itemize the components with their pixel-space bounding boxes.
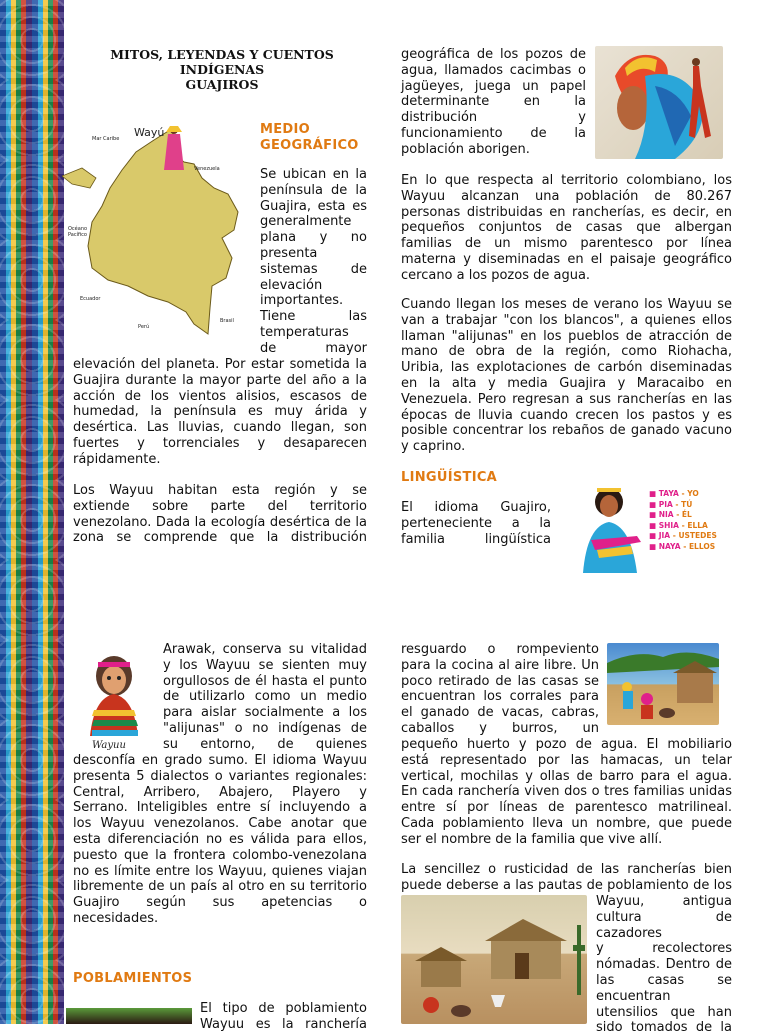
casa-wayuu-painting — [401, 895, 587, 1024]
wayuu-woman-photo — [595, 46, 723, 159]
paragraph-poblamiento — [200, 1001, 367, 1033]
heading-medio-line1: MEDIO — [260, 122, 310, 137]
text-line: puede deberse a las pautas de poblamiento de los — [401, 877, 732, 893]
paragraph-sencillez-narrow — [596, 894, 732, 1036]
text-line: El tipo de poblamiento — [200, 1001, 367, 1016]
text-line: Guajira durante la mayor parte del año a la — [73, 372, 367, 388]
vocab-meaning: YO — [687, 489, 699, 498]
text-line: las casas se — [596, 972, 732, 988]
map-label-venezuela: Venezuela — [194, 166, 220, 172]
text-line: nómadas. Dentro de — [596, 957, 732, 973]
vocab-row: ■ PIA - TÚ — [649, 499, 693, 509]
text-line: presenta — [260, 245, 318, 261]
text-line: zona se comprende que la distribución — [73, 530, 367, 546]
vocab-row: ■ JIA - USTEDES — [649, 531, 717, 540]
text-line: En lo que respecta al territorio colombiano, los — [401, 173, 732, 188]
vocab-word: ■ SHIA — [649, 520, 679, 530]
text-line: y recolectores — [596, 941, 732, 957]
text-line: vertical, mochilas y ollas de barro para el agua. — [401, 768, 732, 784]
text-line: posible concentrar los rebaños de ganado vacuno — [401, 423, 732, 439]
heading-medio-line2: GEOGRÁFICO — [260, 138, 359, 153]
text-line: caballos y burros, un — [401, 720, 599, 736]
text-line: Central, Arribero, Abajero, Playero y — [73, 784, 367, 800]
text-line: los Wayuu venezolanos. Cabe anotar que — [73, 816, 367, 832]
page-title — [72, 47, 372, 92]
text-line: y los Wayuu se sienten muy — [163, 657, 367, 673]
vocab-word: ■ JIA — [649, 531, 671, 540]
text-line: La sencillez o rusticidad de las rancherías bien — [401, 862, 732, 877]
text-line: acción de los vientos alisios, escasos de — [73, 388, 367, 404]
paragraph-pozos — [401, 47, 586, 158]
text-line: Tiene las — [260, 309, 367, 325]
text-line: para la cocina al aire libre. Un — [401, 657, 599, 673]
vocab-row: ■ TAYA - YO — [649, 489, 699, 498]
map-label-mar-caribe: Mar Caribe — [92, 136, 120, 142]
text-line: agua, llamados cacimbas o — [401, 62, 586, 78]
doll-label: Wayuu — [92, 740, 126, 751]
text-line: Guajira, esta es — [260, 198, 367, 214]
text-line: Serrano. Inteligibles entre sí incluyendo a — [73, 800, 367, 816]
text-line: sistemas de — [260, 261, 367, 277]
text-line: distribución y — [401, 110, 586, 126]
text-line: pequeño huerto y pozo de agua. El mobiliario — [401, 737, 732, 752]
text-line: entre sí por líneas de parentesco matrilineal. — [401, 800, 732, 816]
section-heading-poblamientos: POBLAMIENTOS — [73, 971, 193, 986]
text-line: de utilizarlo como un medio — [163, 689, 367, 705]
text-line: temperaturas — [260, 324, 349, 340]
text-line: perteneciente a la — [401, 515, 551, 531]
text-line: determinante en la — [401, 94, 586, 110]
text-line: pequeños conjuntos de casas que albergan — [401, 220, 732, 236]
text-line: Venezuela. Pero regresan a sus rancherías en las — [401, 391, 732, 407]
vocab-row: ■ NAYA - ELLOS — [649, 541, 716, 551]
paragraph-idioma — [401, 500, 551, 547]
paragraph-medio-wide — [73, 357, 367, 468]
text-line: necesidades. — [73, 910, 159, 926]
text-line: Uribia, las explotaciones de carbón diseminadas — [401, 360, 732, 376]
text-line: En cada ranchería viven dos o tres familias unidas — [401, 784, 732, 800]
text-line: familias de un mismo parentesco por línea — [401, 236, 732, 252]
vocab-meaning: USTEDES — [678, 531, 717, 540]
text-line: elevación del planeta. Por estar sometida la — [73, 357, 367, 372]
text-line: península de la — [260, 182, 367, 198]
vocab-list — [649, 489, 717, 552]
vocab-word: ■ NIA — [649, 510, 674, 519]
text-line: plana y no — [260, 230, 367, 246]
text-line: extiende sobre parte del territorio — [73, 498, 367, 514]
colombia-map — [62, 118, 250, 340]
text-line: en la alta y media Guajira y Maracaibo en — [401, 375, 732, 391]
title-line-2: GUAJIROS — [185, 77, 259, 92]
text-line: Wayuu alcanzan una población de 80.267 — [401, 188, 732, 204]
vocab-meaning: ELLOS — [688, 541, 716, 551]
text-line: materna y diseminadas en el paisaje geográfico — [401, 251, 732, 267]
text-line: encuentran los corrales para — [401, 689, 599, 705]
map-label-oceano: Océano — [68, 226, 88, 232]
text-line: Cuando llegan los meses de verano los Wayuu se — [401, 297, 732, 312]
text-line: llaman "alijunas" en los pueblos de atracción de — [401, 328, 732, 344]
rancheria-painting — [607, 643, 719, 725]
text-line: elevación — [260, 277, 323, 293]
text-line: resguardo o rompeviento — [401, 642, 599, 657]
text-line: Cada poblamiento lleva un nombre, que puede — [401, 815, 732, 831]
section-heading-medio — [260, 122, 359, 154]
text-line: libremente de un país al otro en su territorio — [73, 879, 367, 895]
map-label-ecuador: Ecuador — [80, 296, 101, 302]
map-label-brasil: Brasil — [220, 318, 234, 324]
text-line: mano de obra de la región, como Riohacha, — [401, 344, 732, 360]
vocab-meaning: ÉL — [681, 510, 692, 519]
text-line: el ganado de vacas, cabras, — [401, 705, 599, 721]
paragraph-medio-narrow — [260, 167, 367, 357]
woven-border — [0, 0, 64, 1024]
text-line: Wayuu es la ranchería — [200, 1016, 367, 1032]
paragraph-verano — [401, 297, 732, 455]
text-line: fuertes y torrenciales y desaparecen — [73, 435, 367, 451]
text-line: familia lingüística — [401, 531, 551, 547]
text-line: de mayor — [260, 340, 367, 356]
text-line: desconfía en grado sumo. El idioma Wayuu — [73, 753, 367, 768]
text-line: puesto que la frontera colombo-venezolana — [73, 847, 367, 863]
wayuu-doll-illustration — [72, 650, 158, 752]
text-line: orgullosos de él hasta el punto — [163, 673, 367, 689]
paragraph-resguardo-wide — [401, 737, 732, 848]
paragraph-sencillez-wide — [401, 862, 732, 894]
map-label-wayu: Wayú — [134, 126, 165, 139]
text-line: geográfica de los pozos de — [401, 47, 586, 62]
text-line: Se ubican en la — [260, 167, 367, 182]
text-line: y caprino. — [401, 439, 466, 455]
vocab-word: ■ PIA — [649, 499, 673, 509]
text-line: El idioma Guajiro, — [401, 500, 551, 515]
poblamiento-photo — [66, 1008, 192, 1024]
text-line: para aislar socialmente a los — [163, 705, 367, 721]
section-heading-linguistica: LINGÜÍSTICA — [401, 470, 498, 485]
text-line: está representado por las hamacas, un telar — [401, 752, 732, 768]
text-line: cercano a los pozos de agua. — [401, 267, 591, 283]
text-line: Guajiro según sus apetencias o — [73, 895, 367, 911]
text-line: rápidamente. — [73, 451, 161, 467]
text-line: su entorno, de quienes — [163, 736, 367, 752]
text-line: poco retirado de las casas se — [401, 673, 599, 689]
text-line: funcionamiento de la — [401, 125, 586, 141]
linguistica-illustration — [561, 480, 721, 573]
text-line: ser el nombre de la familia que vive allí. — [401, 831, 663, 847]
text-line: esta diferenciación no es válida para ellos, — [73, 831, 367, 847]
text-line: no es límite entre los Wayuu, quienes viajan — [73, 863, 367, 879]
paragraph-poblacion — [401, 173, 732, 284]
text-line: sido tomados de la — [596, 1020, 732, 1036]
vocab-word: ■ NAYA — [649, 541, 681, 551]
text-line: Arawak, conserva su vitalidad — [163, 642, 367, 657]
text-line: "alijunas" o no indígenas de — [163, 720, 367, 736]
vocab-meaning: TÚ — [681, 499, 693, 509]
text-line: personas distribuidas en rancherías, es decir, en — [401, 204, 732, 220]
text-line: desértica. Las lluvias, cuando llegan, son — [73, 420, 367, 436]
text-line: población aborigen. — [401, 141, 530, 157]
text-line: Los Wayuu habitan esta región y se — [73, 483, 367, 498]
paragraph-arawak-wide — [73, 753, 367, 927]
text-line: cultura de cazadores — [596, 909, 732, 941]
text-line: encuentran — [596, 988, 671, 1004]
paragraph-resguardo-narrow — [401, 642, 599, 737]
vocab-row: ■ NIA - ÉL — [649, 510, 692, 519]
paragraph-arawak-narrow — [163, 642, 367, 753]
map-label-pacifico: Pacífico — [68, 232, 87, 238]
text-line: van a trabajar "con los blancos", a quienes ellos — [401, 312, 732, 328]
vocab-row: ■ SHIA - ELLA — [649, 520, 708, 530]
text-line: venezolano. Dada la ecología desértica de la — [73, 514, 367, 530]
text-line: presenta 5 dialectos o variantes regionales: — [73, 768, 367, 784]
title-line-1: MITOS, LEYENDAS Y CUENTOS INDÍGENAS — [110, 47, 334, 77]
map-label-peru: Perú — [138, 324, 150, 330]
paragraph-wayuu-region — [73, 483, 367, 546]
text-line: utensilios que han — [596, 1004, 732, 1020]
text-line: épocas de lluvia cuando crecen los pastos y es — [401, 407, 732, 423]
text-line: jagüeyes, juega un papel — [401, 78, 586, 94]
text-line: importantes. — [260, 293, 344, 309]
vocab-word: ■ TAYA — [649, 489, 679, 498]
vocab-meaning: ELLA — [687, 520, 708, 530]
text-line: Wayuu, antigua — [596, 894, 732, 909]
text-line: generalmente — [260, 214, 352, 230]
text-line: humedad, la península es muy árida y — [73, 404, 367, 420]
